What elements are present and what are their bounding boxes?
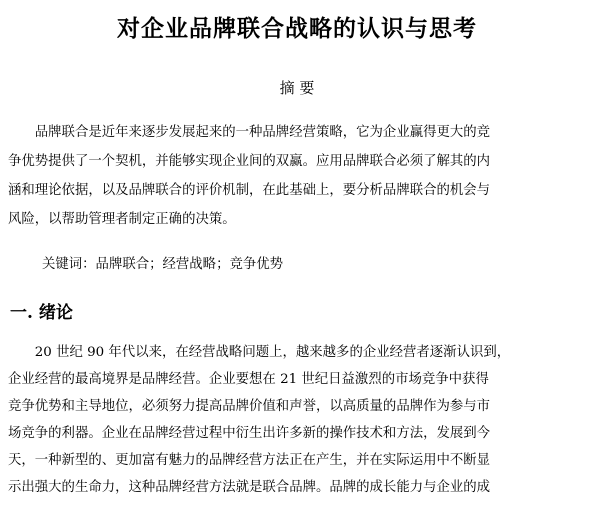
abstract-paragraph: [8, 118, 588, 234]
section-heading-introduction: 一. 绪论: [10, 303, 73, 323]
section-line: 示出强大的生命力，这种品牌经营方法就是联合品牌。品牌的成长能力与企业的成: [8, 480, 491, 495]
section-line: 竞争优势和主导地位，必须努力提高品牌价值和声誉，以高质量的品牌作为参与市: [8, 399, 491, 414]
abstract-line: 品牌联合是近年来逐步发展起来的一种品牌经营策略，它为企业赢得更大的竞: [8, 125, 491, 140]
abstract-line: 涵和理论依据，以及品牌联合的评价机制，在此基础上，要分析品牌联合的机会与: [8, 183, 491, 198]
section-paragraph: [8, 339, 588, 501]
abstract-line: 风险，以帮助管理者制定正确的决策。: [8, 212, 236, 227]
abstract-heading: 摘 要: [279, 79, 315, 97]
section-line: 天，一种新型的、更加富有魅力的品牌经营方法正在产生，并在实际运用中不断显: [8, 453, 491, 468]
document-title: 对企业品牌联合战略的认识与思考: [117, 15, 477, 42]
section-line: 场竞争的利器。企业在品牌经营过程中衍生出许多新的操作技术和方法，发展到今: [8, 426, 491, 441]
abstract-line: 争优势提供了一个契机，并能够实现企业间的双赢。应用品牌联合必须了解其的内: [8, 154, 491, 169]
section-line: 20 世纪 90 年代以来，在经营战略问题上，越来越多的企业经营者逐渐认识到，: [8, 345, 511, 360]
section-line: 企业经营的最高境界是品牌经营。企业要想在 21 世纪日益激烈的市场竞争中获得: [8, 372, 489, 387]
keywords-line: 关键词：品牌联合；经营战略；竞争优势: [42, 257, 284, 272]
